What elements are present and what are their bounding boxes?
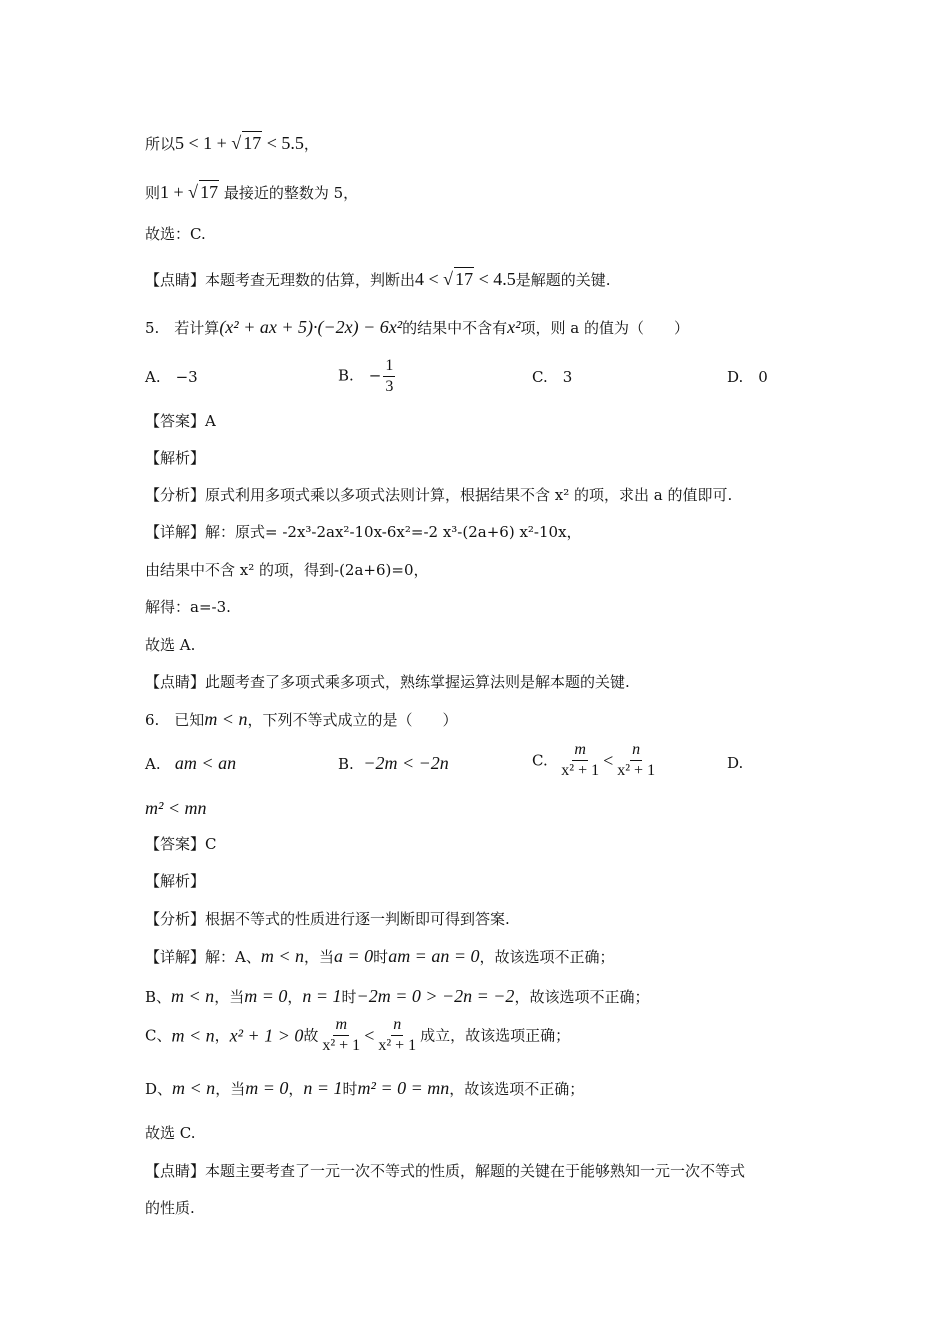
denominator: x² + 1 bbox=[617, 762, 656, 779]
q5-option-a: A. −3 bbox=[145, 368, 198, 386]
text: ，故该选项不正确； bbox=[449, 1080, 585, 1098]
label: A. bbox=[145, 755, 161, 773]
math: < bbox=[364, 1025, 375, 1046]
text: 时 bbox=[373, 948, 389, 966]
math: a = 0 bbox=[334, 946, 374, 966]
text: ，当 bbox=[215, 1080, 246, 1098]
math: am = an = 0 bbox=[388, 946, 480, 966]
math: x² + 1 > 0 bbox=[229, 1025, 304, 1046]
numerator: m bbox=[333, 1015, 349, 1036]
fraction bbox=[320, 1015, 362, 1056]
fraction bbox=[615, 740, 657, 781]
numerator: m bbox=[572, 740, 588, 761]
q6-option-a bbox=[145, 752, 236, 775]
math: 5 < 1 + bbox=[175, 133, 232, 153]
denominator: x² + 1 bbox=[378, 1037, 417, 1054]
math: m² < mn bbox=[145, 798, 207, 818]
math: 1 + bbox=[160, 182, 189, 202]
q6-fenxi: 【分析】根据不等式的性质进行逐一判断即可得到答案. bbox=[145, 910, 510, 928]
math: am < an bbox=[174, 753, 237, 773]
q6-option-d-math bbox=[145, 797, 207, 820]
fraction bbox=[376, 1015, 418, 1056]
text-line-2 bbox=[145, 180, 358, 204]
q6-option-c bbox=[532, 740, 659, 781]
math: m < n bbox=[172, 1078, 216, 1098]
q5-analysis-heading: 【解析】 bbox=[145, 449, 206, 467]
q6-detail-a bbox=[145, 945, 615, 968]
text: ，当 bbox=[304, 948, 335, 966]
numerator: n bbox=[630, 740, 642, 761]
text: ，当 bbox=[214, 988, 245, 1006]
label: C. bbox=[532, 751, 548, 770]
q5-step-2: 解得：a=-3. bbox=[145, 598, 231, 616]
question-5-stem bbox=[145, 316, 689, 339]
fraction bbox=[383, 356, 395, 397]
text: 故 bbox=[303, 1026, 319, 1045]
math: n = 1 bbox=[303, 1078, 343, 1098]
text: 是解题的关键. bbox=[515, 271, 611, 289]
q5-option-b bbox=[338, 356, 397, 397]
text: ， bbox=[288, 1080, 304, 1098]
math: m = 0 bbox=[244, 986, 288, 1006]
math: −2m < −2n bbox=[363, 753, 449, 773]
math: < 5.5 bbox=[262, 133, 304, 153]
text: 时 bbox=[342, 1080, 358, 1098]
q5-dianjing: 【点睛】此题考查了多项式乘多项式，熟练掌握运算法则是解本题的关键. bbox=[145, 673, 630, 691]
text-line-1 bbox=[145, 131, 319, 155]
q6-option-d-label: D. bbox=[727, 754, 744, 772]
text: ， bbox=[303, 135, 319, 153]
text: 则 bbox=[145, 184, 161, 202]
math: m < n bbox=[171, 1025, 215, 1046]
text-line-3: 故选：C. bbox=[145, 225, 206, 243]
math: n = 1 bbox=[302, 986, 342, 1006]
q6-conclusion: 故选 C. bbox=[145, 1124, 196, 1142]
text: B、 bbox=[145, 988, 172, 1006]
q6-option-b bbox=[338, 752, 449, 775]
radicand: 17 bbox=[455, 269, 474, 289]
text: 的结果中不含有 bbox=[402, 319, 508, 337]
q5-step-1: 由结果中不含 x² 的项，得到-(2a+6)=0， bbox=[145, 561, 429, 579]
q6-detail-b bbox=[145, 985, 649, 1008]
q6-dianjing-1: 【点睛】本题主要考查了一元一次不等式的性质，解题的关键在于能够熟知一元一次不等式 bbox=[145, 1162, 746, 1180]
text: 所以 bbox=[145, 135, 176, 153]
q6-answer: 【答案】C bbox=[145, 835, 217, 853]
text-line-4 bbox=[145, 267, 611, 291]
text: 时 bbox=[341, 988, 357, 1006]
q5-answer: 【答案】A bbox=[145, 412, 216, 430]
q6-analysis-heading: 【解析】 bbox=[145, 872, 206, 890]
q5-conclusion: 故选 A. bbox=[145, 636, 196, 654]
label: B. bbox=[338, 755, 354, 773]
denominator: x² + 1 bbox=[322, 1037, 361, 1054]
math: x² bbox=[507, 317, 521, 337]
math: −2m = 0 > −2n = −2 bbox=[356, 986, 515, 1006]
numerator: n bbox=[391, 1015, 403, 1036]
question-6-stem bbox=[145, 708, 457, 731]
sqrt-expr: √ 17 bbox=[188, 182, 219, 202]
math: < bbox=[603, 750, 614, 771]
text: ，故该选项不正确； bbox=[514, 988, 650, 1006]
numerator: 1 bbox=[383, 356, 395, 377]
label: B. − bbox=[338, 366, 382, 385]
sqrt-expr: √ 17 bbox=[443, 269, 474, 289]
text: D、 bbox=[145, 1080, 173, 1098]
q5-option-d: D. 0 bbox=[727, 368, 768, 386]
math: m < n bbox=[204, 709, 248, 729]
math: (x² + ax + 5)·(−2x) − 6x² bbox=[219, 317, 403, 337]
text: 成立，故该选项正确； bbox=[420, 1026, 571, 1045]
q5-detail: 【详解】解：原式= -2x³-2ax²-10x-6x²=-2 x³-(2a+6) x²-10x， bbox=[145, 523, 582, 541]
text: ，下列不等式成立的是（ ） bbox=[247, 711, 458, 729]
text: C、 bbox=[145, 1026, 172, 1045]
q5-option-c: C. 3 bbox=[532, 368, 573, 386]
q6-detail-c bbox=[145, 1015, 570, 1063]
math: m < n bbox=[171, 986, 215, 1006]
math: m < n bbox=[260, 946, 304, 966]
radicand: 17 bbox=[200, 182, 219, 202]
text: 项，则 a 的值为（ ） bbox=[520, 319, 690, 337]
text: 6. 已知 bbox=[145, 711, 205, 729]
sqrt-expr: √ 17 bbox=[231, 133, 262, 153]
radicand: 17 bbox=[243, 133, 262, 153]
text: ， bbox=[287, 988, 303, 1006]
text: ，故该选项不正确； bbox=[479, 948, 615, 966]
math: < 4.5 bbox=[474, 269, 516, 289]
text: 【点睛】本题考查无理数的估算，判断出 bbox=[145, 271, 416, 289]
math: m = 0 bbox=[245, 1078, 289, 1098]
denominator: x² + 1 bbox=[561, 762, 600, 779]
math: m² = 0 = mn bbox=[357, 1078, 450, 1098]
fraction bbox=[559, 740, 601, 781]
q5-fenxi: 【分析】原式利用多项式乘以多项式法则计算，根据结果不含 x² 的项，求出 a 的值即可. bbox=[145, 486, 733, 504]
text: ， bbox=[214, 1026, 230, 1045]
text: 【详解】解：A、 bbox=[145, 948, 261, 966]
math: 4 < bbox=[415, 269, 444, 289]
q6-dianjing-2: 的性质. bbox=[145, 1199, 195, 1217]
q6-detail-d bbox=[145, 1077, 584, 1100]
denominator: 3 bbox=[385, 378, 394, 395]
text: 5. 若计算 bbox=[145, 319, 220, 337]
text: 最接近的整数为 5， bbox=[223, 184, 359, 202]
